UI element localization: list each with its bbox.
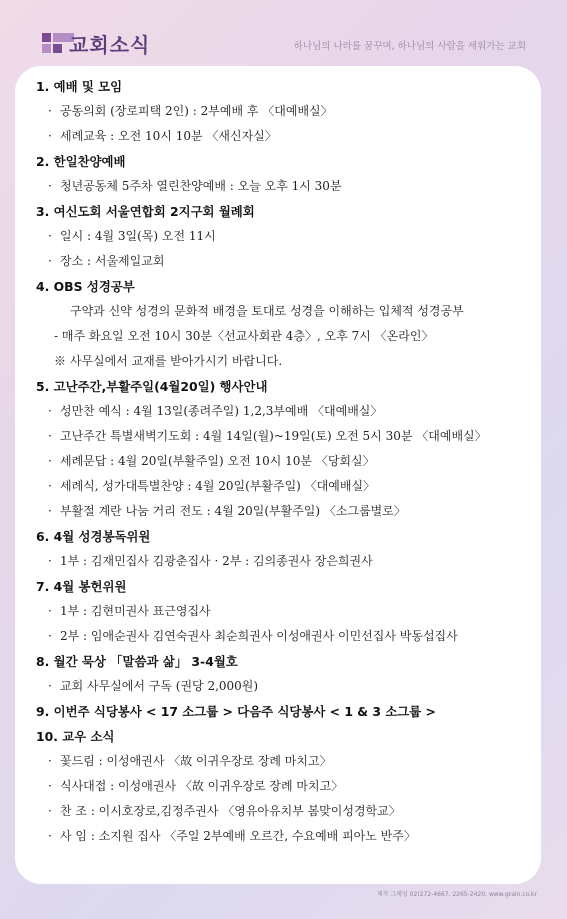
list-item: · 세례문답 : 4월 20일(부활주일) 오전 10시 10분 〈당회실〉: [48, 454, 375, 468]
list-item: · 고난주간 특별새벽기도회 : 4월 14일(월)~19일(토) 오전 5시 30분 〈대예배실〉: [48, 429, 487, 443]
list-item: · 부활절 계란 나눔 거리 전도 : 4월 20일(부활주일) 〈소그룹별로〉: [48, 504, 406, 518]
printer-credit: 제작 그레잉 02)272-4667, 2265-2420, www.grain.co.kr: [376, 891, 537, 898]
section-heading: 7. 4월 봉헌위원: [36, 579, 127, 594]
list-item: · 2부 : 임애순권사 김연숙권사 최순희권사 이성애권사 이민선집사 박동섭집사: [48, 629, 458, 643]
news-content: [36, 74, 546, 849]
paragraph: 구약과 신약 성경의 문화적 배경을 토대로 성경을 이해하는 입체적 성경공부: [70, 304, 464, 318]
list-item: · 찬 조 : 이시호장로,김정주권사 〈영유아유치부 봄맞이성경학교〉: [48, 804, 401, 818]
list-item: · 꽃드림 : 이성애권사 〈故 이귀우장로 장례 마치고〉: [48, 754, 332, 768]
list-item: · 식사대접 : 이성애권사 〈故 이귀우장로 장례 마치고〉: [48, 779, 344, 793]
list-item: · 세례식, 성가대특별찬양 : 4월 20일(부활주일) 〈대예배실〉: [48, 479, 376, 493]
page-title: 교회소식: [69, 33, 151, 57]
section-heading: 9. 이번주 식당봉사 < 17 소그룹 > 다음주 식당봉사 < 1 & 3 소그룹 >: [36, 704, 436, 719]
section-heading: 5. 고난주간,부활주일(4월20일) 행사안내: [36, 379, 268, 394]
list-item: · 청년공동체 5주차 열린찬양예배 : 오늘 오후 1시 30분: [48, 179, 342, 193]
list-item: · 사 임 : 소지원 집사 〈주일 2부예배 오르간, 수요예배 피아노 반주〉: [48, 829, 416, 843]
section-heading: 1. 예배 및 모임: [36, 79, 123, 94]
list-item: · 장소 : 서울제일교회: [48, 254, 165, 268]
section-heading: 8. 월간 묵상 「말씀과 삶」 3-4월호: [36, 654, 238, 669]
section-heading: 10. 교우 소식: [36, 729, 115, 744]
list-item: · 공동의회 (장로피택 2인) : 2부예배 후 〈대예배실〉: [48, 104, 333, 118]
list-item: · 성만찬 예식 : 4월 13일(종려주일) 1,2,3부예배 〈대예배실〉: [48, 404, 383, 418]
notice: ※ 사무실에서 교재를 받아가시기 바랍니다.: [54, 354, 283, 368]
list-item: · 세례교육 : 오전 10시 10분 〈새신자실〉: [48, 129, 277, 143]
list-item: · 1부 : 김현미권사 표근영집사: [48, 604, 211, 618]
section-heading: 2. 한일찬양예배: [36, 154, 126, 169]
church-slogan: 하나님의 나라를 꿈꾸며, 하나님의 사람을 세워가는 교회: [293, 41, 526, 52]
list-item: · 교회 사무실에서 구독 (권당 2,000원): [48, 679, 259, 693]
section-heading: 4. OBS 성경공부: [36, 279, 135, 294]
paragraph: - 매주 화요일 오전 10시 30분〈선교사회관 4층〉, 오후 7시 〈온라인〉: [54, 329, 434, 343]
church-logo-icon: [42, 33, 64, 55]
header: [0, 0, 567, 70]
section-heading: 6. 4월 성경봉독위원: [36, 529, 151, 544]
section-heading: 3. 여신도회 서울연합회 2지구회 월례회: [36, 204, 255, 219]
list-item: · 일시 : 4월 3일(목) 오전 11시: [48, 229, 216, 243]
list-item: · 1부 : 김재민집사 김광춘집사 · 2부 : 김의종권사 장은희권사: [48, 554, 373, 568]
